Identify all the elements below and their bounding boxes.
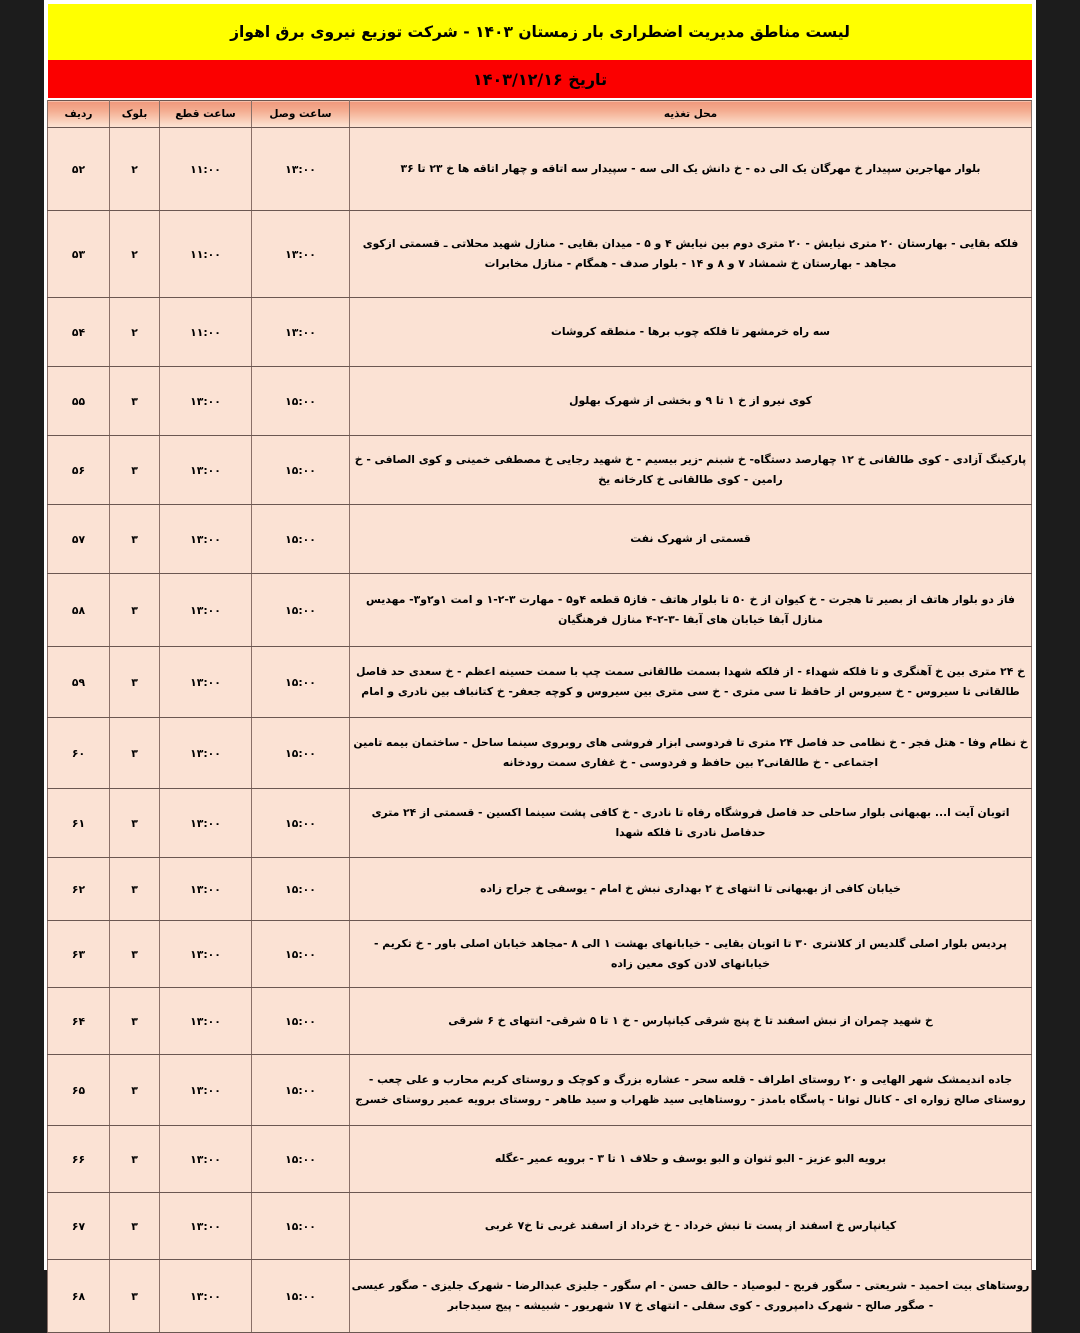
cell-on-time: ۱۵:۰۰ xyxy=(252,505,350,574)
column-header-index: ردیف xyxy=(48,101,110,128)
cell-off-time: ۱۳:۰۰ xyxy=(160,921,252,988)
table-row xyxy=(48,128,1032,211)
cell-off-time: ۱۳:۰۰ xyxy=(160,1126,252,1193)
table-row xyxy=(48,1055,1032,1126)
table-row xyxy=(48,505,1032,574)
cell-index: ۶۳ xyxy=(48,921,110,988)
cell-on-time: ۱۵:۰۰ xyxy=(252,858,350,921)
document-sheet xyxy=(44,0,1036,1312)
cell-location: کیانپارس خ اسفند از پست تا نبش خرداد - خ خرداد از اسفند غربی تا خ۷ غربی xyxy=(350,1193,1032,1260)
cell-location: خ نظام وفا - هتل فجر - خ نظامی حد فاصل ۲۴ متری تا فردوسی ابزار فروشی های روبروی سینما ساحل - ساختمان بیمه تامین اجتماعی - خ طالقانی۲ بین حافظ و فردوسی - خ غفاری سمت رودخانه xyxy=(350,718,1032,789)
table-row xyxy=(48,367,1032,436)
cell-off-time: ۱۳:۰۰ xyxy=(160,1260,252,1333)
cell-on-time: ۱۵:۰۰ xyxy=(252,1055,350,1126)
cell-off-time: ۱۳:۰۰ xyxy=(160,789,252,858)
cell-block: ۳ xyxy=(110,718,160,789)
table-row xyxy=(48,1260,1032,1333)
cell-on-time: ۱۵:۰۰ xyxy=(252,436,350,505)
cell-block: ۳ xyxy=(110,1055,160,1126)
cell-location: فلکه بقایی - بهارستان ۲۰ متری نیایش - ۲۰ متری دوم بین نیایش ۴ و ۵ - میدان بقایی - منازل شهید محلاتی ـ قسمتی ازکوی مجاهد - بهارستان خ شمشاد ۷ و ۸ و ۱۴ - بلوار صدف - همگام - منازل مخابرات xyxy=(350,211,1032,298)
cell-off-time: ۱۳:۰۰ xyxy=(160,647,252,718)
table-row xyxy=(48,211,1032,298)
cell-on-time: ۱۵:۰۰ xyxy=(252,988,350,1055)
document-title-banner: لیست مناطق مدیریت اضطراری بار زمستان ۱۴۰۳ - شرکت توزیع نیروی برق اهواز xyxy=(48,4,1032,60)
cell-block: ۳ xyxy=(110,436,160,505)
cell-location: خ ۲۴ متری بین خ آهنگری و تا فلکه شهداء - از فلکه شهدا بسمت طالقانی سمت چپ با سمت حسینه اعظم - خ سعدی حد فاصل طالقانی تا سیروس - خ سیروس از حافظ تا سی متری - خ سی متری بین سیروس و کوچه جعفر- خ کتانباف بین نادری و امام xyxy=(350,647,1032,718)
cell-block: ۳ xyxy=(110,1260,160,1333)
cell-block: ۳ xyxy=(110,1126,160,1193)
cell-off-time: ۱۱:۰۰ xyxy=(160,128,252,211)
cell-index: ۵۷ xyxy=(48,505,110,574)
cell-index: ۵۲ xyxy=(48,128,110,211)
cell-block: ۲ xyxy=(110,128,160,211)
cell-on-time: ۱۵:۰۰ xyxy=(252,1260,350,1333)
cell-block: ۳ xyxy=(110,789,160,858)
cell-location: قسمتی از شهرک نفت xyxy=(350,505,1032,574)
cell-location: جاده اندیمشک شهر الهایی و ۲۰ روستای اطراف - قلعه سحر - عشاره بزرگ و کوچک و روستای کریم محارب و علی چعب - روستای صالح زواره ای - کانال توانا - پاسگاه بامدز - روستاهایی سید ظهراب و سید طاهر - روستای برویه عمیر روستای خسرج xyxy=(350,1055,1032,1126)
cell-index: ۶۵ xyxy=(48,1055,110,1126)
cell-index: ۶۲ xyxy=(48,858,110,921)
table-row xyxy=(48,858,1032,921)
cell-index: ۶۷ xyxy=(48,1193,110,1260)
cell-location: خیابان کافی از بهبهانی تا انتهای خ ۲ بهداری نبش خ امام - یوسفی خ جراح زاده xyxy=(350,858,1032,921)
outage-schedule-table xyxy=(47,100,1032,1333)
cell-index: ۵۴ xyxy=(48,298,110,367)
cell-block: ۳ xyxy=(110,858,160,921)
cell-index: ۶۴ xyxy=(48,988,110,1055)
cell-block: ۳ xyxy=(110,921,160,988)
cell-location: کوی نیرو از خ ۱ تا ۹ و بخشی از شهرک بهلول xyxy=(350,367,1032,436)
cell-block: ۲ xyxy=(110,211,160,298)
cell-block: ۳ xyxy=(110,505,160,574)
column-header-block: بلوک xyxy=(110,101,160,128)
cell-off-time: ۱۳:۰۰ xyxy=(160,367,252,436)
cell-off-time: ۱۳:۰۰ xyxy=(160,1055,252,1126)
cell-off-time: ۱۳:۰۰ xyxy=(160,718,252,789)
cell-on-time: ۱۳:۰۰ xyxy=(252,211,350,298)
cell-on-time: ۱۵:۰۰ xyxy=(252,921,350,988)
cell-location: برویه البو عزیز - البو ثنوان و البو یوسف و حلاف ۱ تا ۳ - برویه عمیر -عگله xyxy=(350,1126,1032,1193)
cell-off-time: ۱۳:۰۰ xyxy=(160,1193,252,1260)
cell-index: ۶۶ xyxy=(48,1126,110,1193)
cell-location: اتوبان آیت ا... بهبهانی بلوار ساحلی حد فاصل فروشگاه رفاه تا نادری - خ کافی پشت سینما اکسین - قسمتی از ۲۴ متری حدفاصل نادری تا فلکه شهدا xyxy=(350,789,1032,858)
table-row xyxy=(48,921,1032,988)
cell-block: ۲ xyxy=(110,298,160,367)
table-row xyxy=(48,789,1032,858)
cell-on-time: ۱۵:۰۰ xyxy=(252,574,350,647)
cell-on-time: ۱۵:۰۰ xyxy=(252,647,350,718)
table-row xyxy=(48,298,1032,367)
column-header-location: محل تغذیه xyxy=(350,101,1032,128)
cell-off-time: ۱۳:۰۰ xyxy=(160,574,252,647)
cell-index: ۵۹ xyxy=(48,647,110,718)
cell-location: خ شهید چمران از نبش اسفند تا خ پنج شرقی کیانپارس - خ ۱ تا ۵ شرقی- انتهای خ ۶ شرقی xyxy=(350,988,1032,1055)
cell-index: ۵۳ xyxy=(48,211,110,298)
table-row xyxy=(48,436,1032,505)
table-row xyxy=(48,988,1032,1055)
cell-off-time: ۱۳:۰۰ xyxy=(160,858,252,921)
table-header-row xyxy=(48,101,1032,128)
cell-index: ۶۸ xyxy=(48,1260,110,1333)
cell-on-time: ۱۳:۰۰ xyxy=(252,128,350,211)
cell-on-time: ۱۵:۰۰ xyxy=(252,718,350,789)
table-row xyxy=(48,574,1032,647)
cell-location: روستاهای بیت احمید - شریعتی - سگور فریح - لبوصیاد - حالف حسن - ام سگور - جلیزی عبدالرضا - شهرک جلیزی - صگور عیسی - صگور صالح - شهرک دامپروری - کوی سفلی - انتهای خ ۱۷ شهریور - شبیشه - پیج سیدجابر xyxy=(350,1260,1032,1333)
cell-index: ۵۶ xyxy=(48,436,110,505)
document-date-banner: تاریخ ۱۴۰۳/۱۲/۱۶ xyxy=(48,60,1032,98)
table-row xyxy=(48,1126,1032,1193)
cell-on-time: ۱۵:۰۰ xyxy=(252,789,350,858)
cell-on-time: ۱۳:۰۰ xyxy=(252,298,350,367)
table-row xyxy=(48,1193,1032,1260)
cell-index: ۶۱ xyxy=(48,789,110,858)
cell-location: سه راه خرمشهر تا فلکه چوب برها - منطقه کروشات xyxy=(350,298,1032,367)
cell-on-time: ۱۵:۰۰ xyxy=(252,367,350,436)
cell-on-time: ۱۵:۰۰ xyxy=(252,1126,350,1193)
cell-index: ۵۵ xyxy=(48,367,110,436)
cell-location: فاز دو بلوار هاتف از بصیر تا هجرت - خ کیوان از خ ۵۰ تا بلوار هاتف - فاز۵ قطعه ۴و۵ - مهارت ۳-۲-۱ و امت ۱و۲و۳- مهدیس منازل آبفا خیابان های آبفا -۳-۲-۴ منازل فرهنگیان xyxy=(350,574,1032,647)
cell-off-time: ۱۳:۰۰ xyxy=(160,436,252,505)
cell-block: ۳ xyxy=(110,367,160,436)
cell-location: پردیس بلوار اصلی گلدیس از کلانتری ۳۰ تا اتوبان بقایی - خیابانهای بهشت ۱ الی ۸ -مجاهد خیابان اصلی باور - خ تکریم - خیابانهای لادن کوی معین زاده xyxy=(350,921,1032,988)
cell-location: پارکینگ آزادی - کوی طالقانی خ ۱۲ چهارصد دستگاه- خ شبنم -زیر بیسیم - خ شهید رجایی خ مصطفی خمینی و کوی الصافی - خ رامین - کوی طالقانی خ کارخانه یخ xyxy=(350,436,1032,505)
cell-off-time: ۱۱:۰۰ xyxy=(160,211,252,298)
table-body xyxy=(48,128,1032,1333)
table-row xyxy=(48,647,1032,718)
column-header-on-time: ساعت وصل xyxy=(252,101,350,128)
column-header-off-time: ساعت قطع xyxy=(160,101,252,128)
table-header xyxy=(48,101,1032,128)
cell-block: ۳ xyxy=(110,988,160,1055)
cell-off-time: ۱۳:۰۰ xyxy=(160,988,252,1055)
table-row xyxy=(48,718,1032,789)
cell-off-time: ۱۳:۰۰ xyxy=(160,505,252,574)
cell-index: ۵۸ xyxy=(48,574,110,647)
cell-block: ۳ xyxy=(110,574,160,647)
cell-block: ۳ xyxy=(110,647,160,718)
cell-off-time: ۱۱:۰۰ xyxy=(160,298,252,367)
cell-on-time: ۱۵:۰۰ xyxy=(252,1193,350,1260)
cell-location: بلوار مهاجرین سپیدار خ مهرگان یک الی ده - خ دانش یک الی سه - سپیدار سه اتاقه و چهار اتاقه ها خ ۲۳ تا ۳۶ xyxy=(350,128,1032,211)
cell-block: ۳ xyxy=(110,1193,160,1260)
cell-index: ۶۰ xyxy=(48,718,110,789)
